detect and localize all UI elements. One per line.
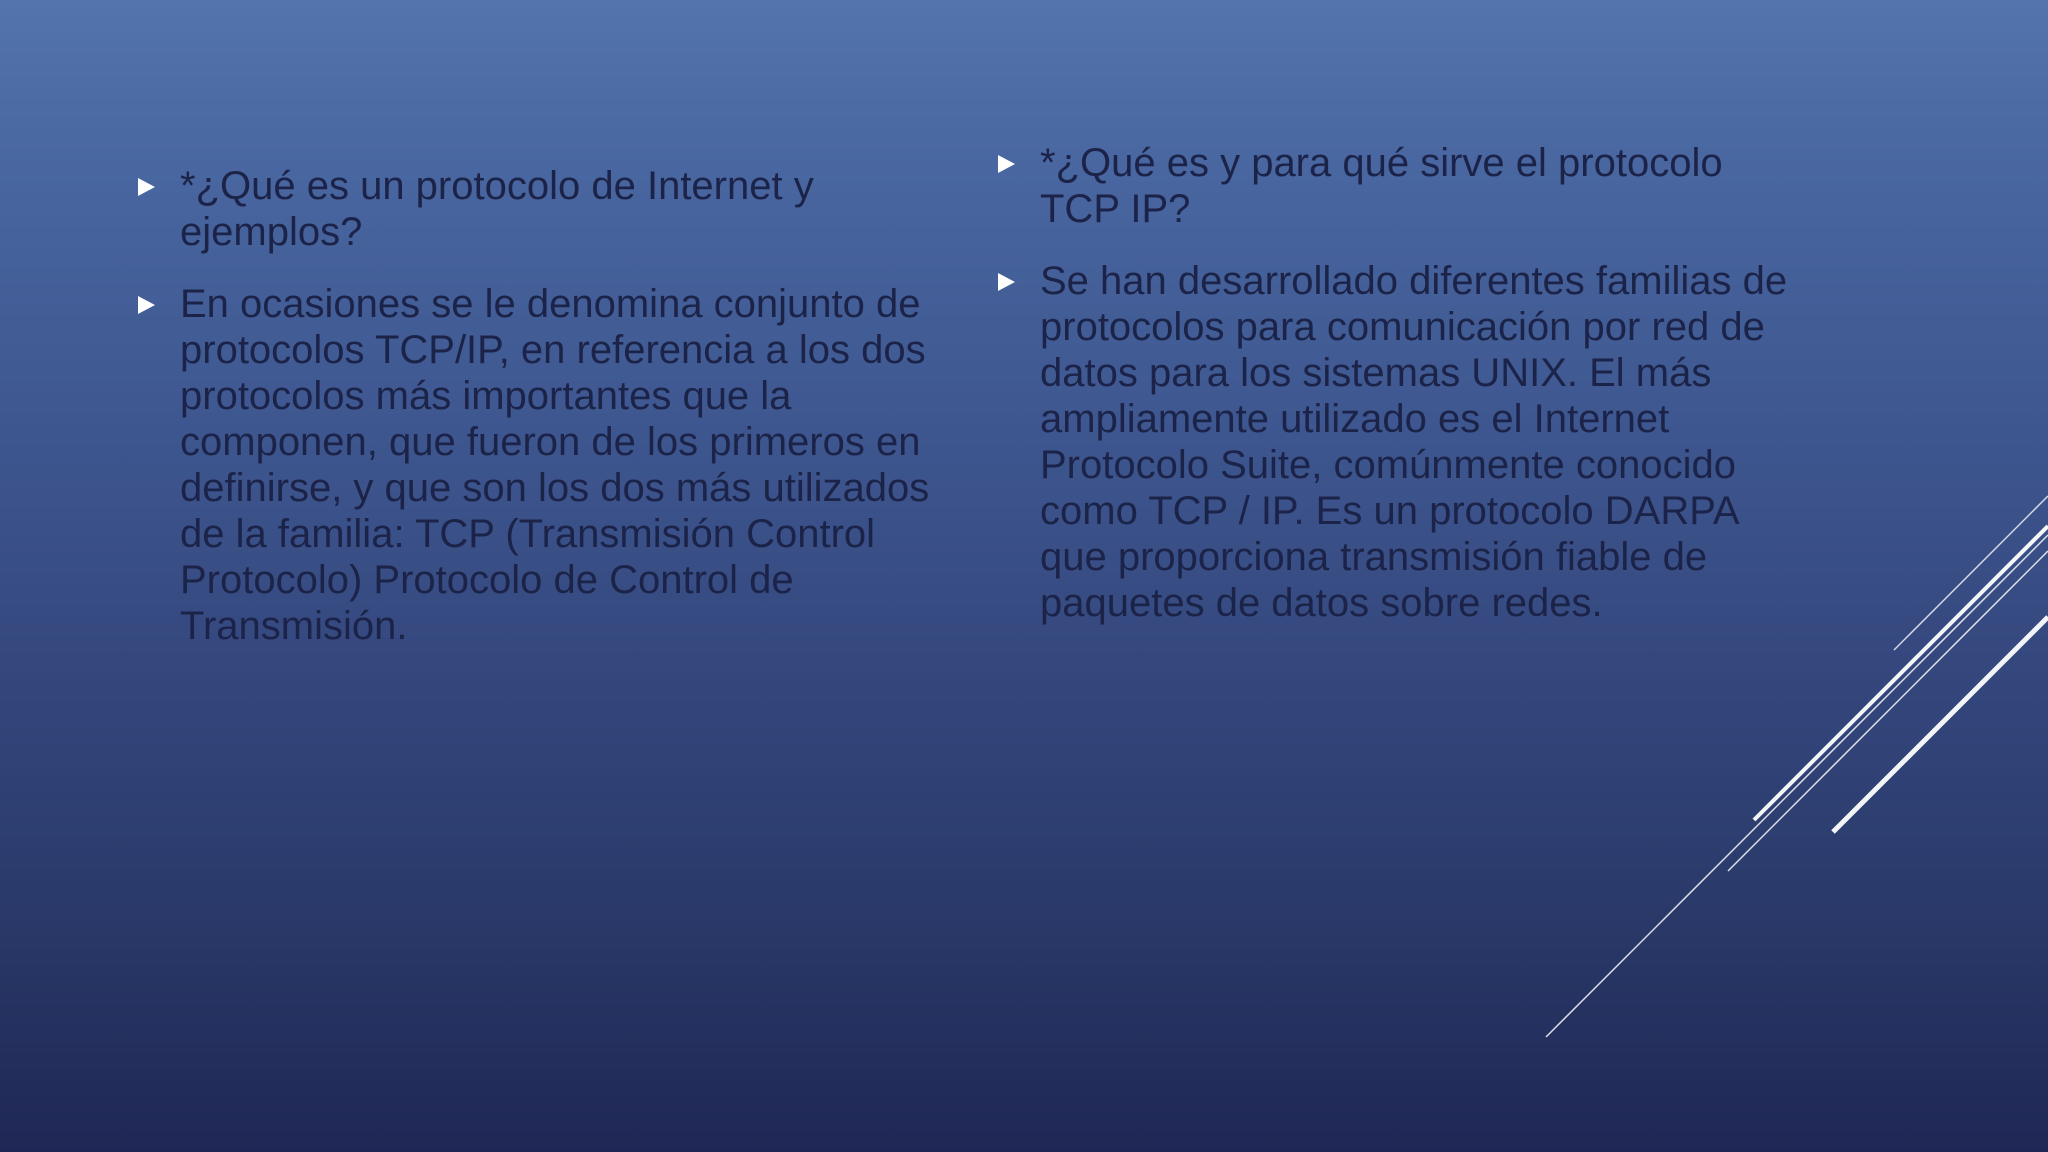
bullet-text: En ocasiones se le denomina conjunto de protocolos TCP/IP, en referencia a los dos protocolos más importantes que la componen, que fueron de los primeros en definirse, y que son los dos más utilizados de la familia: TCP (Transmisión Control Protocolo) Protocolo de Control de Transmisión. [180, 282, 930, 648]
decoration-line [1833, 617, 2048, 832]
decoration-line [1894, 496, 2048, 650]
bullet-text: *¿Qué es y para qué sirve el protocolo TCP IP? [1040, 141, 1723, 231]
decoration-line [1546, 535, 2048, 1037]
decoration-line [1728, 551, 2048, 871]
bullet-text: Se han desarrollado diferentes familias de protocolos para comunicación por red de datos para los sistemas UNIX. El más ampliamente utilizado es el Internet Protocolo Suite, comúnmente conocido como TCP / IP. Es un protocolo DARPA que proporciona transmisión fiable de paquetes de datos sobre redes. [1040, 259, 1788, 625]
decoration-line [1754, 526, 2048, 820]
bullet-text: *¿Qué es un protocolo de Internet y ejemplos? [180, 164, 814, 254]
